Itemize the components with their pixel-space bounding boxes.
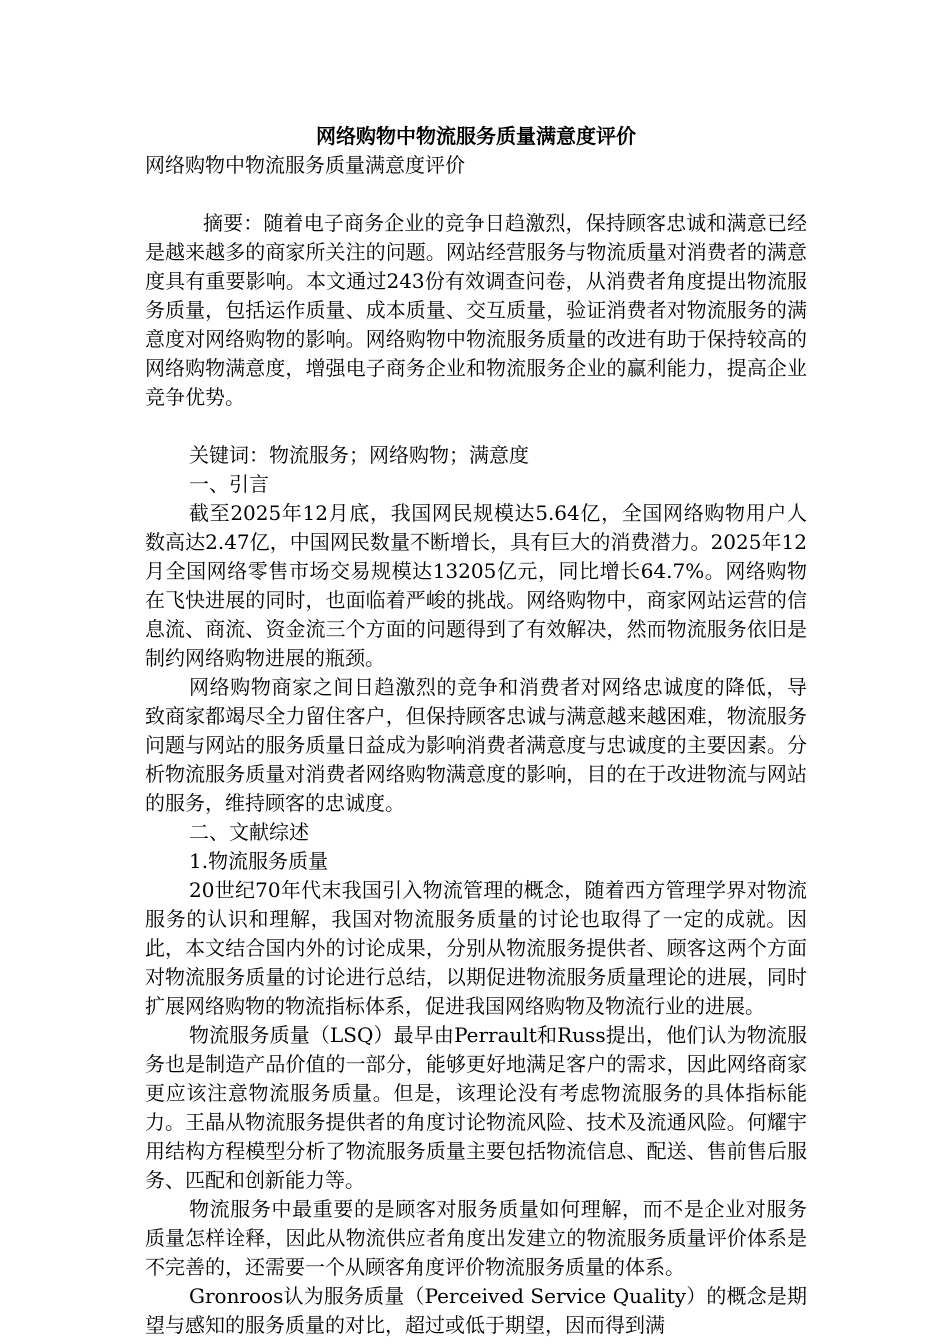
abstract-paragraph: 摘要：随着电子商务企业的竞争日趋激烈，保持顾客忠诚和满意已经是越来越多的商家所关注的问题。网站经营服务与物流质量对消费者的满意度具有重要影响。本文通过243份有效调查问卷，从消费者角度提出物流服务质量，包括运作质量、成本质量、交互质量，验证消费者对物流服务的满意度对网络购物的影响。网络购物中物流服务质量的改进有助于保持较高的网络购物满意度，增强电子商务企业和物流服务企业的赢利能力，提高企业竞争优势。: [145, 211, 807, 409]
body-paragraph: 截至2025年12月底，我国网民规模达5.64亿，全国网络购物用户人数高达2.47亿，中国网民数量不断增长，具有巨大的消费潜力。2025年12月全国网络零售市场交易规模达13205亿元，同比增长64.7%。网络购物在飞快进展的同时，也面临着严峻的挑战。网络购物中，商家网站运营的信息流、商流、资金流三个方面的问题得到了有效解决，然而物流服务依旧是制约网络购物进展的瓶颈。: [145, 501, 807, 670]
body-paragraph: Gronroos认为服务质量（Perceived Service Quality）的概念是期望与感知的服务质量的对比，超过或低于期望，因而得到满: [145, 1284, 807, 1337]
document-page: [145, 122, 807, 1340]
paragraph-gap: [145, 412, 807, 441]
body-paragraph: 物流服务中最重要的是顾客对服务质量如何理解，而不是企业对服务质量怎样诠释，因此从物流供应者角度出发建立的物流服务质量评价体系是不完善的，还需要一个从顾客角度评价物流服务质量的体系。: [145, 1197, 807, 1279]
section-heading-literature-review: 二、文献综述: [189, 820, 309, 844]
body-paragraph: 网络购物商家之间日趋激烈的竞争和消费者对网络忠诚度的降低，导致商家都竭尽全力留住客户，但保持顾客忠诚与满意越来越困难，物流服务问题与网站的服务质量日益成为影响消费者满意度与忠诚度的主要因素。分析物流服务质量对消费者网络购物满意度的影响，目的在于改进物流与网站的服务，维持顾客的忠诚度。: [145, 675, 807, 815]
subsection-heading-logistics-service-quality: 1.物流服务质量: [189, 849, 329, 873]
document-subtitle: 网络购物中物流服务质量满意度评价: [145, 153, 465, 177]
section-heading-introduction: 一、引言: [189, 472, 269, 496]
body-paragraph: 20世纪70年代末我国引入物流管理的概念，随着西方管理学界对物流服务的认识和理解，我国对物流服务质量的讨论也取得了一定的成就。因此，本文结合国内外的讨论成果，分别从物流服务提供者、顾客这两个方面对物流服务质量的讨论进行总结，以期促进物流服务质量理论的进展，同时扩展网络购物的物流指标体系，促进我国网络购物及物流行业的进展。: [145, 878, 807, 1018]
body-paragraph: 物流服务质量（LSQ）最早由Perrault和Russ提出，他们认为物流服务也是制造产品价值的一部分，能够更好地满足客户的需求，因此网络商家更应该注意物流服务质量。但是，该理论没有考虑物流服务的具体指标能力。王晶从物流服务提供者的角度讨论物流风险、技术及流通风险。何耀宇用结构方程模型分析了物流服务质量主要包括物流信息、配送、售前售后服务、匹配和创新能力等。: [145, 1023, 807, 1192]
document-title: 网络购物中物流服务质量满意度评价: [316, 124, 636, 148]
keywords-line: 关键词：物流服务；网络购物；满意度: [189, 443, 529, 467]
